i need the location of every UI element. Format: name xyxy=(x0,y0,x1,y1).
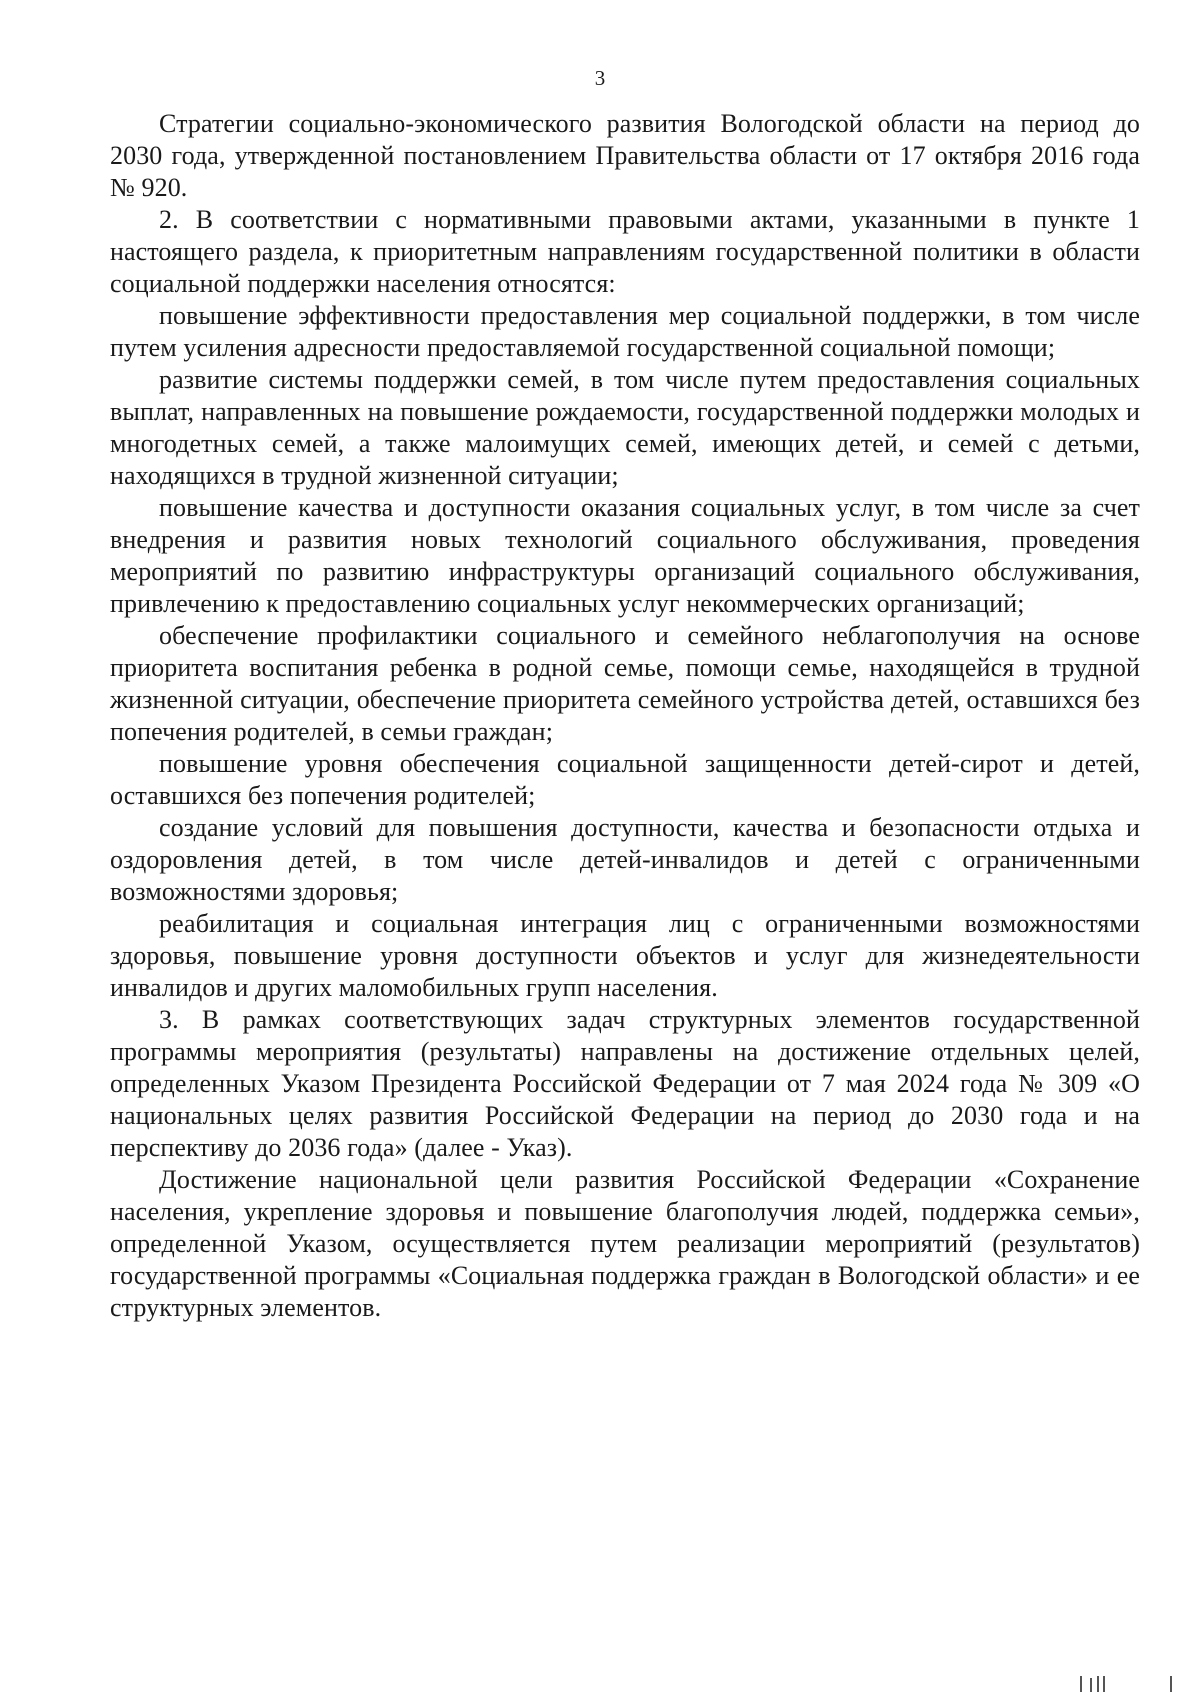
paragraph-priority-family-support: развитие системы поддержки семей, в том числе путем предоставления социальных выплат, направленных на повышение рождаемости, государственной поддержки молодых и многодетных семей, а также малоимущих семей, имеющих детей, и семей с детьми, находящихся в трудной жизненной ситуации; xyxy=(110,365,1140,490)
scan-artifact-mark xyxy=(1170,1676,1172,1692)
paragraph-national-goal: Достижение национальной цели развития Российской Федерации «Сохранение населения, укрепление здоровья и повышение благополучия людей, поддержка семьи», определенной Указом, осуществляется путем реализации мероприятий (результатов) государственной программы «Социальная поддержка граждан в Вологодской области» и ее структурных элементов. xyxy=(110,1165,1140,1322)
paragraph-item-2: 2. В соответствии с нормативными правовыми актами, указанными в пункте 1 настоящего раздела, к приоритетным направлениям государственной политики в области социальной поддержки населения относятся: xyxy=(110,205,1140,298)
page-number: 3 xyxy=(594,66,606,90)
scan-artifact-mark xyxy=(1080,1676,1082,1692)
paragraph-priority-efficiency: повышение эффективности предоставления мер социальной поддержки, в том числе путем усиления адресности предоставляемой государственной социальной помощи; xyxy=(110,301,1140,362)
scan-artifact-mark xyxy=(1090,1678,1092,1692)
paragraph-item-3: 3. В рамках соответствующих задач структурных элементов государственной программы мероприятия (результаты) направлены на достижение отдельных целей, определенных Указом Президента Российской Федерации от 7 мая 2024 года № 309 «О национальных целях развития Российской Федерации на период до 2030 года и на перспективу до 2036 года» (далее - Указ). xyxy=(110,1005,1140,1162)
paragraph-priority-social-services: повышение качества и доступности оказания социальных услуг, в том числе за счет внедрения и развития новых технологий социального обслуживания, проведения мероприятий по развитию инфраструктуры организаций социального обслуживания, привлечению к предоставлению социальных услуг некоммерческих организаций; xyxy=(110,493,1140,618)
document-body xyxy=(110,108,1140,1324)
scan-artifact-mark xyxy=(1103,1676,1105,1692)
paragraph-priority-prevention: обеспечение профилактики социального и семейного неблагополучия на основе приоритета воспитания ребенка в родной семье, помощи семье, находящейся в трудной жизненной ситуации, обеспечение приоритета семейного устройства детей, оставшихся без попечения родителей, в семьи граждан; xyxy=(110,621,1140,746)
scan-artifact-mark xyxy=(1097,1676,1099,1692)
paragraph-priority-rehabilitation: реабилитация и социальная интеграция лиц с ограниченными возможностями здоровья, повышение уровня доступности объектов и услуг для жизнедеятельности инвалидов и других маломобильных групп населения. xyxy=(110,909,1140,1002)
paragraph-priority-children-rest: создание условий для повышения доступности, качества и безопасности отдыха и оздоровления детей, в том числе детей-инвалидов и детей с ограниченными возможностями здоровья; xyxy=(110,813,1140,906)
paragraph-priority-orphans: повышение уровня обеспечения социальной защищенности детей-сирот и детей, оставшихся без попечения родителей; xyxy=(110,749,1140,810)
paragraph-strategy-continuation: Стратегии социально-экономического развития Вологодской области на период до 2030 года, утвержденной постановлением Правительства области от 17 октября 2016 года № 920. xyxy=(110,109,1140,202)
